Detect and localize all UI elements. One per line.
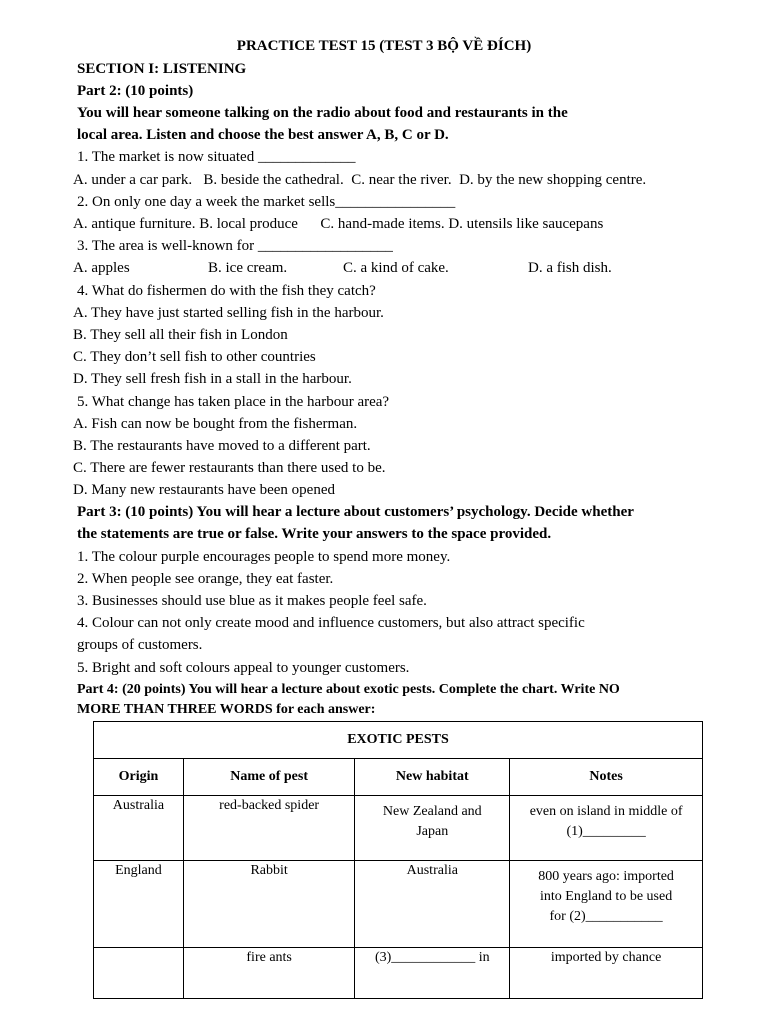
question-1-options: A. under a car park. B. beside the cathedral. C. near the river. D. by the new shopping centre. — [73, 172, 647, 188]
table-cell: New Zealand and Japan — [355, 796, 510, 861]
part2-instruction-line2: local area. Listen and choose the best answer A, B, C or D. — [77, 127, 449, 143]
question-4-option-d: D. They sell fresh fish in a stall in the harbour. — [73, 371, 352, 387]
question-3-option-d: D. a fish dish. — [528, 260, 612, 276]
question-3-option-c: C. a kind of cake. — [343, 260, 449, 276]
table-cell: (3)____________ in — [355, 948, 510, 999]
question-2: 2. On only one day a week the market sells________________ — [77, 194, 456, 210]
question-4-option-a: A. They have just started selling fish in the harbour. — [73, 305, 384, 321]
question-2-options: A. antique furniture. B. local produce C. hand-made items. D. utensils like saucepans — [73, 216, 604, 232]
exotic-pests-table — [93, 721, 703, 999]
question-5: 5. What change has taken place in the harbour area? — [77, 394, 390, 410]
statement-5: 5. Bright and soft colours appeal to younger customers. — [77, 660, 410, 676]
section-heading: SECTION I: LISTENING — [77, 61, 247, 77]
question-5-option-b: B. The restaurants have moved to a different part. — [73, 438, 371, 454]
table-cell: imported by chance — [510, 948, 703, 999]
question-4: 4. What do fishermen do with the fish they catch? — [77, 283, 376, 299]
page-title: PRACTICE TEST 15 (TEST 3 BỘ VỀ ĐÍCH) — [236, 38, 532, 54]
column-header-new-habitat: New habitat — [355, 759, 510, 796]
part3-instruction-line1: Part 3: (10 points) You will hear a lecture about customers’ psychology. Decide whether — [77, 504, 634, 520]
table-cell — [94, 948, 184, 999]
question-3: 3. The area is well-known for __________________ — [77, 238, 393, 254]
part2-heading: Part 2: (10 points) — [77, 83, 194, 99]
column-header-name-of-pest: Name of pest — [183, 759, 355, 796]
part3-instruction-line2: the statements are true or false. Write your answers to the space provided. — [77, 526, 552, 542]
table-row — [94, 796, 703, 861]
statement-3: 3. Businesses should use blue as it makes people feel safe. — [77, 593, 427, 609]
table-row — [94, 861, 703, 948]
table-cell: even on island in middle of (1)_________ — [510, 796, 703, 861]
table-caption: EXOTIC PESTS — [94, 722, 703, 759]
question-3-option-b: B. ice cream. — [208, 260, 288, 276]
table-row — [94, 948, 703, 999]
statement-4-line1: 4. Colour can not only create mood and influence customers, but also attract specific — [77, 615, 585, 631]
question-5-option-d: D. Many new restaurants have been opened — [73, 482, 335, 498]
statement-2: 2. When people see orange, they eat faster. — [77, 571, 334, 587]
table-cell: 800 years ago: imported into England to be used for (2)___________ — [510, 861, 703, 948]
part2-instruction-line1: You will hear someone talking on the radio about food and restaurants in the — [77, 105, 568, 121]
question-4-option-b: B. They sell all their fish in London — [73, 327, 288, 343]
question-4-option-c: C. They don’t sell fish to other countries — [73, 349, 316, 365]
table-cell: fire ants — [183, 948, 355, 999]
column-header-notes: Notes — [510, 759, 703, 796]
question-5-option-c: C. There are fewer restaurants than there used to be. — [73, 460, 386, 476]
column-header-origin: Origin — [94, 759, 184, 796]
table-cell: Rabbit — [183, 861, 355, 948]
table-cell: red-backed spider — [183, 796, 355, 861]
question-5-option-a: A. Fish can now be bought from the fisherman. — [73, 416, 358, 432]
part4-instruction-line1: Part 4: (20 points) You will hear a lecture about exotic pests. Complete the chart. Write NO — [77, 682, 620, 697]
question-3-option-a: A. apples — [73, 260, 130, 276]
question-1: 1. The market is now situated _____________ — [77, 149, 356, 165]
part4-instruction-line2: MORE THAN THREE WORDS for each answer: — [77, 702, 376, 717]
table-cell: Australia — [355, 861, 510, 948]
table-cell: England — [94, 861, 184, 948]
table-cell: Australia — [94, 796, 184, 861]
statement-1: 1. The colour purple encourages people to spend more money. — [77, 549, 451, 565]
statement-4-line2: groups of customers. — [77, 637, 203, 653]
